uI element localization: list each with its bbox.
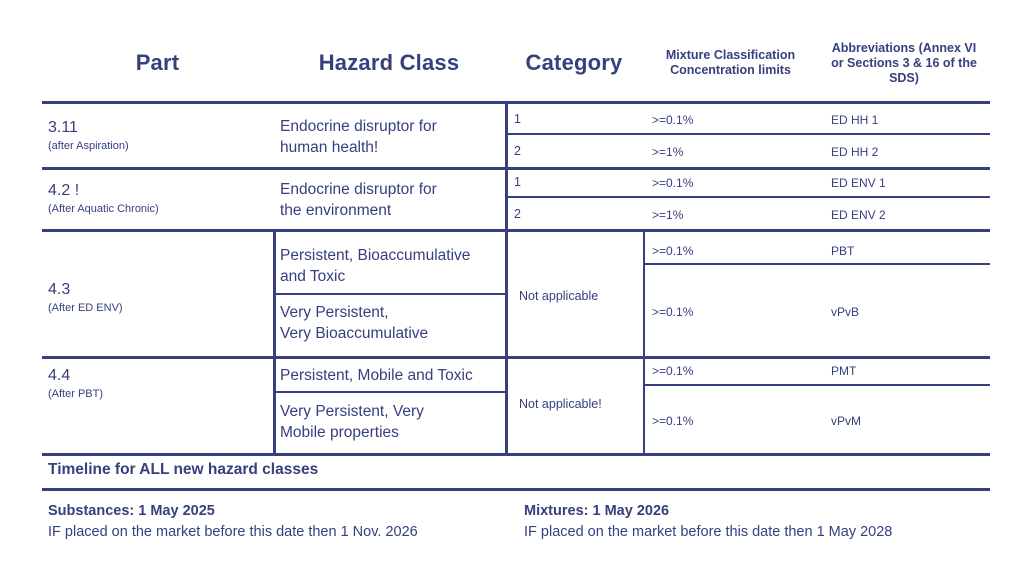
table-rule-1 — [42, 167, 990, 170]
abbreviation: PBT — [831, 244, 855, 258]
mixtures-heading: Mixtures: 1 May 2026 — [524, 503, 670, 519]
hazard-class-line-2: Very Bioaccumulative — [280, 325, 429, 342]
category-value: 2 — [514, 207, 521, 221]
hazard-class-line-1: Endocrine disruptor for — [280, 181, 437, 198]
concentration-limit: >=0.1% — [652, 244, 694, 258]
part-number: 3.11 — [48, 119, 78, 136]
column-header-hazard-class: Hazard Class — [318, 50, 460, 75]
part-note: (After PBT) — [48, 388, 104, 400]
vline-hazard-class — [273, 229, 276, 456]
hazard-class-line-2: Mobile properties — [280, 424, 399, 441]
category-value: 2 — [514, 144, 521, 158]
table-header — [42, 38, 990, 98]
category-not-applicable: Not applicable — [519, 289, 599, 303]
hazard-class-line-2: human health! — [280, 139, 379, 156]
abbreviation: ED ENV 2 — [831, 208, 886, 222]
column-header-part: Part — [135, 50, 180, 75]
table-rule-top — [42, 101, 990, 104]
part-number: 4.3 — [48, 281, 71, 298]
row-sub-rule — [643, 384, 990, 386]
hazard-class-text — [280, 116, 500, 158]
hazard-class-text — [280, 302, 500, 344]
part-note: (after Aspiration) — [48, 140, 129, 152]
abbreviation: PMT — [831, 364, 857, 378]
abbreviation: ED HH 2 — [831, 145, 879, 159]
vline-category — [505, 101, 508, 456]
hazard-class-line-1: Persistent, Mobile and Toxic — [280, 367, 473, 384]
abbreviation: ED ENV 1 — [831, 176, 886, 190]
concentration-limit: >=1% — [652, 208, 684, 222]
hazard-class-line-2: the environment — [280, 202, 392, 219]
abbreviation: ED HH 1 — [831, 113, 879, 127]
concentration-limit: >=0.1% — [652, 414, 694, 428]
mixtures-detail: IF placed on the market before this date then 1 May 2028 — [524, 524, 893, 540]
concentration-limit: >=0.1% — [652, 176, 694, 190]
part-note: (After ED ENV) — [48, 302, 123, 314]
table-rule-2 — [42, 229, 990, 232]
timeline-rule — [42, 488, 990, 491]
hazard-split-rule — [273, 391, 505, 393]
hazard-class-line-1: Endocrine disruptor for — [280, 118, 437, 135]
hazard-class-text — [280, 179, 500, 221]
mixture-header-line-1: Mixture Classification — [665, 48, 796, 62]
row-sub-rule — [505, 133, 990, 135]
row-sub-rule — [505, 196, 990, 198]
column-header-mixture-limits — [643, 48, 818, 78]
hazard-class-line-2: and Toxic — [280, 268, 346, 285]
concentration-limit: >=0.1% — [652, 113, 694, 127]
column-header-abbreviations — [818, 41, 990, 86]
category-value: 1 — [514, 112, 521, 126]
abbr-header-line-3: SDS) — [889, 71, 919, 85]
substances-detail: IF placed on the market before this date then 1 Nov. 2026 — [48, 524, 418, 540]
hazard-class-line-1: Persistent, Bioaccumulative — [280, 247, 471, 264]
timeline-substances — [48, 501, 418, 543]
abbr-header-line-1: Abbreviations (Annex VI — [831, 41, 977, 55]
hazard-class-text — [280, 401, 500, 443]
hazard-class-text — [280, 365, 502, 386]
concentration-limit: >=0.1% — [652, 305, 694, 319]
part-note: (After Aquatic Chronic) — [48, 203, 159, 215]
part-number: 4.2 ! — [48, 182, 80, 199]
abbreviation: vPvB — [831, 305, 860, 319]
row-sub-rule — [643, 263, 990, 265]
substances-heading: Substances: 1 May 2025 — [48, 503, 215, 519]
part-number: 4.4 — [48, 367, 71, 384]
column-header-category: Category — [525, 50, 623, 75]
hazard-class-text — [280, 245, 500, 287]
timeline-mixtures — [524, 501, 892, 543]
abbr-header-line-2: or Sections 3 & 16 of the — [831, 56, 977, 70]
mixture-header-line-2: Concentration limits — [670, 63, 791, 77]
timeline-title: Timeline for ALL new hazard classes — [48, 461, 319, 478]
table-rule-bottom — [42, 453, 990, 456]
abbreviation: vPvM — [831, 414, 861, 428]
category-value: 1 — [514, 175, 521, 189]
concentration-limit: >=1% — [652, 145, 684, 159]
hazard-class-line-1: Very Persistent, Very — [280, 403, 424, 420]
concentration-limit: >=0.1% — [652, 364, 694, 378]
hazard-split-rule — [273, 293, 505, 295]
category-not-applicable: Not applicable! — [519, 397, 602, 411]
table-rule-3 — [42, 356, 990, 359]
hazard-class-line-1: Very Persistent, — [280, 304, 389, 321]
